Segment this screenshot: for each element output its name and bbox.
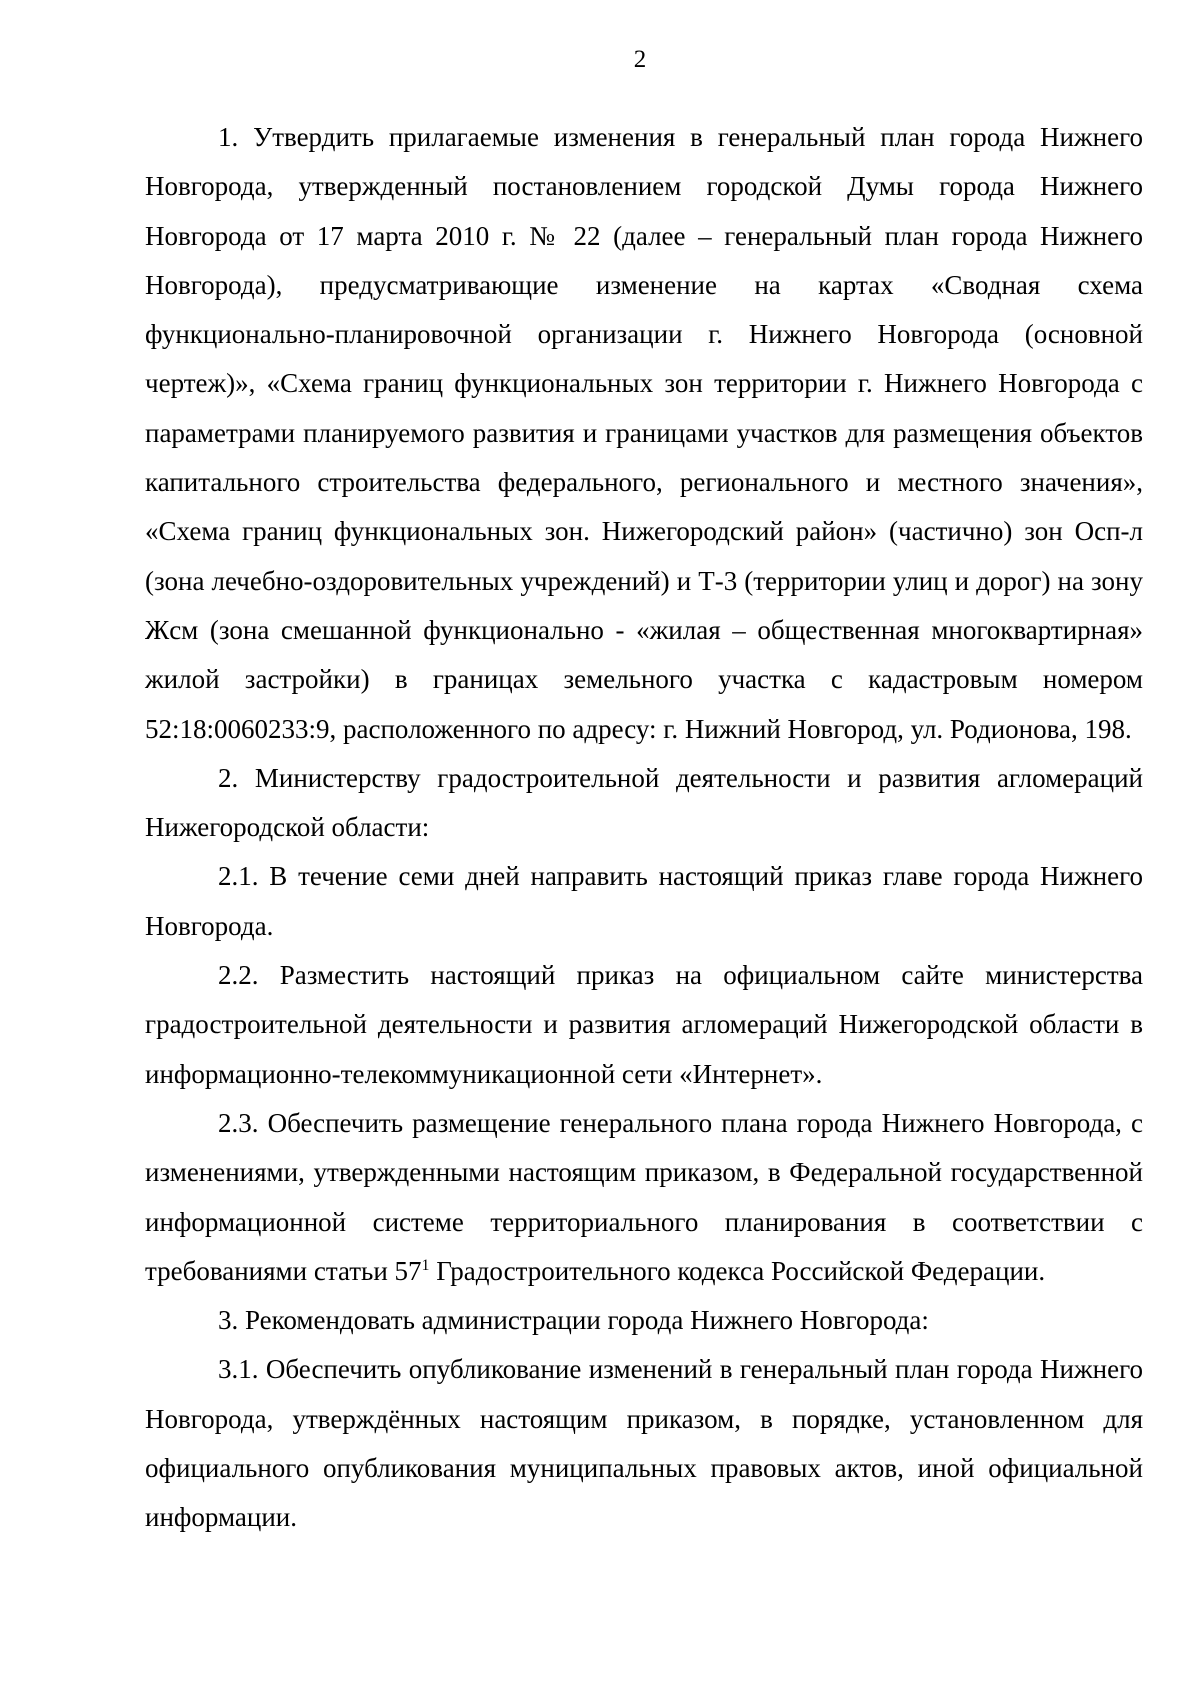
paragraph-2-3-text: 2.3. Обеспечить размещение генерального плана города Нижнего Новгорода, с изменениями, утвержденными настоящим приказом, в Федеральной государственной информационной системе территориального планирования в соответствии с требованиями статьи 57 <box>145 1107 1143 1286</box>
paragraph-2-1: 2.1. В течение семи дней направить настоящий приказ главе города Нижнего Новгорода. <box>145 861 1143 941</box>
document-body <box>145 113 1143 1543</box>
paragraph-2: 2. Министерству градостроительной деятельности и развития агломераций Нижегородской области: <box>145 762 1143 843</box>
paragraph-2-3 <box>145 1099 1143 1296</box>
paragraph-2-3-text-end: Градостроительного кодекса Российской Федерации. <box>429 1255 1046 1286</box>
article-superscript: 1 <box>421 1256 430 1274</box>
page-number: 2 <box>633 46 647 73</box>
paragraph-3-1: 3.1. Обеспечить опубликование изменений в генеральный план города Нижнего Новгорода, утверждённых настоящим приказом, в порядке, установленном для официального опубликования муниципальных правовых актов, иной официальной информации. <box>145 1354 1143 1533</box>
paragraph-1: 1. Утвердить прилагаемые изменения в генеральный план города Нижнего Новгорода, утвержденный постановлением городской Думы города Нижнего Новгорода от 17 марта 2010 г. № 22 (далее – генеральный план города Нижнего Новгорода), предусматривающие изменение на картах «Сводная схема функционально-планировочной организации г. Нижнего Новгорода (основной чертеж)», «Схема границ функциональных зон территории г. Нижнего Новгорода с параметрами планируемого развития и границами участков для размещения объектов капитального строительства федерального, регионального и местного значения», «Схема границ функциональных зон. Нижегородский район» (частично) зон Осп-л (зона лечебно-оздоровительных учреждений) и Т-3 (территории улиц и дорог) на зону Жсм (зона смешанной функционально - «жилая – общественная многоквартирная» жилой застройки) в границах земельного участка с кадастровым номером 52:18:0060233:9, расположенного по адресу: г. Нижний Новгород, ул. Родионова, 198. <box>145 122 1143 744</box>
paragraph-3: 3. Рекомендовать администрации города Нижнего Новгорода: <box>218 1305 929 1336</box>
paragraph-2-2: 2.2. Разместить настоящий приказ на официальном сайте министерства градостроительной деятельности и развития агломераций Нижегородской области в информационно-телекоммуникационной сети «Интернет». <box>145 960 1143 1089</box>
